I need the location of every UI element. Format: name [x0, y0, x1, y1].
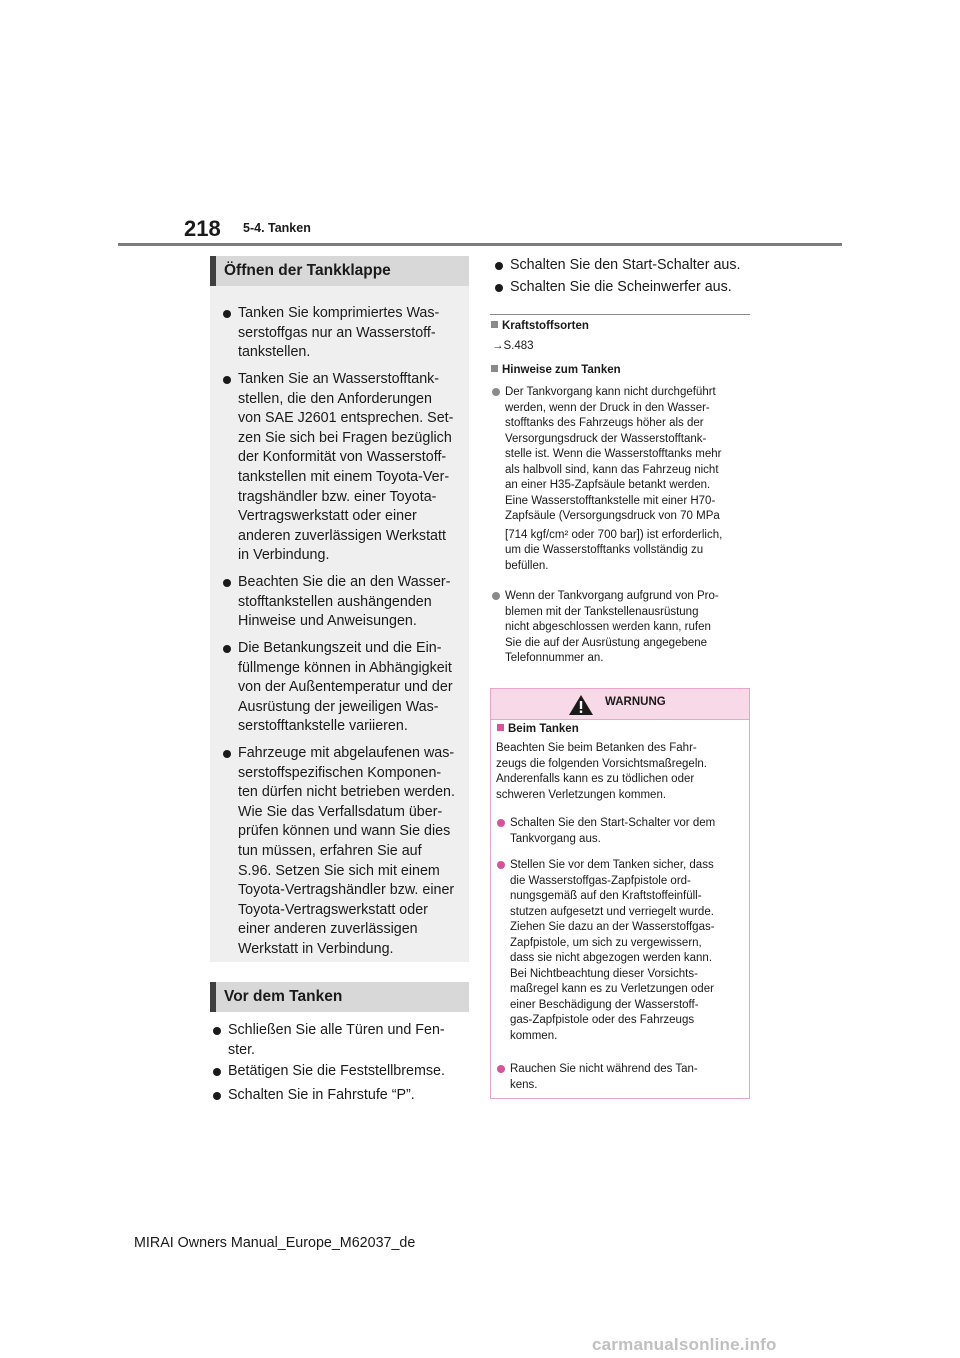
warning-triangle-icon: [568, 694, 594, 721]
list-item: Beachten Sie die an den Wasser- stofftankstellen aushängenden Hinweise und Anweisungen.: [238, 573, 450, 632]
warning-label: WARNUNG: [605, 696, 666, 708]
bullet-icon: [497, 819, 505, 827]
list-item: Tanken Sie komprimiertes Was- serstoffgas nur an Wasserstoff- tankstellen.: [238, 304, 439, 363]
bullet-icon: [497, 861, 505, 869]
warning-heading: Beim Tanken: [497, 722, 579, 738]
page-reference: →S.483: [492, 340, 534, 352]
bullet-icon: [497, 1065, 505, 1073]
list-item: Schalten Sie in Fahrstufe “P”.: [228, 1086, 415, 1106]
bullet-icon: [213, 1068, 221, 1076]
bullet-icon: [492, 592, 500, 600]
note-item: Wenn der Tankvorgang aufgrund von Pro- blemen mit der Tankstellenausrüstung nicht abgeschlossen werden kann, rufen Sie die auf der Ausrüstung angegebene Telefonnummer an.: [505, 589, 719, 667]
bullet-icon: [223, 645, 231, 653]
list-item: Schalten Sie die Scheinwerfer aus.: [510, 278, 732, 298]
bullet-icon: [492, 388, 500, 396]
bullet-icon: [495, 262, 503, 270]
bullet-icon: [223, 310, 231, 318]
note-item: Der Tankvorgang kann nicht durchgeführt werden, wenn der Druck in den Wasser- stofftanks des Fahrzeugs höher als der Versorgungsdruck der Wasserstofftank- stelle ist. Wenn die Wasserstofftanks mehr als halbvoll sind, kann das Fahrzeug nicht an einer H35-Zapfsäule betankt werden. Eine Wasserstofftankstelle mit einer H70- Zapfsäule (Versorgungsdruck von 70 MPa [714 kgf/cm² oder 700 bar]) ist erforderlich, um die Wasserstofftanks vollständig zu befüllen.: [505, 385, 722, 574]
divider: [490, 314, 750, 315]
square-bullet-icon: [491, 321, 498, 328]
section-title: 5-4. Tanken: [243, 221, 311, 235]
refuel-notes-heading: Hinweise zum Tanken: [491, 363, 621, 379]
bullet-icon: [213, 1027, 221, 1035]
list-item: Fahrzeuge mit abgelaufenen was- serstoffspezifischen Komponen- ten dürfen nicht betrieben werden. Wie Sie das Verfallsdatum über- prüfen können und wann Sie dies tun müssen, erfahren Sie auf S.96. Setzen Sie sich mit einem Toyota-Vertragshändler bzw. einer Toyota-Vertragswerkstatt oder einer anderen zuverlässigen Werkstatt in Verbindung.: [238, 744, 455, 960]
square-bullet-icon: [497, 724, 504, 731]
list-item: Schalten Sie den Start-Schalter aus.: [510, 256, 740, 276]
footer: MIRAI Owners Manual_Europe_M62037_de: [134, 1235, 416, 1251]
warning-item: Schalten Sie den Start-Schalter vor dem Tankvorgang aus.: [510, 816, 715, 847]
list-item: Schließen Sie alle Türen und Fen- ster.: [228, 1021, 445, 1060]
bullet-icon: [223, 376, 231, 384]
square-bullet-icon: [491, 365, 498, 372]
list-item: Die Betankungszeit und die Ein- füllmenge können in Abhängigkeit von der Außentemperatur und der Ausrüstung der jeweiligen Was- serstofftankstelle variieren.: [238, 639, 453, 737]
bullet-icon: [223, 750, 231, 758]
fuel-types-heading: Kraftstoffsorten: [491, 319, 589, 335]
heading-open-fuel-door: Öffnen der Tankklappe: [210, 256, 469, 286]
header-rule: [118, 243, 842, 246]
watermark-link[interactable]: carmanualsonline.info: [592, 1335, 777, 1354]
list-item: Tanken Sie an Wasserstofftank- stellen, die den Anforderungen von SAE J2601 entsprechen. Set- zen Sie sich bei Fragen bezüglich der Konformität von Wasserstoff- tankstellen mit einem Toyota-Ver- tragshändler bzw. einer Toyota- Vertragswerkstatt oder einer anderen zuverlässigen Werkstatt in Verbindung.: [238, 370, 453, 566]
warning-intro: Beachten Sie beim Betanken des Fahr- zeugs die folgenden Vorsichtsmaßregeln. Anderenfalls kann es zu tödlichen oder schweren Verletzungen kommen.: [496, 742, 707, 801]
bullet-icon: [213, 1092, 221, 1100]
list-item: Betätigen Sie die Feststellbremse.: [228, 1062, 445, 1082]
page-number: 218: [184, 216, 221, 241]
heading-before-refuel: Vor dem Tanken: [210, 982, 469, 1012]
bullet-icon: [223, 579, 231, 587]
bullet-icon: [495, 284, 503, 292]
warning-item: Stellen Sie vor dem Tanken sicher, dass die Wasserstoffgas-Zapfpistole ord- nungsgemäß auf den Kraftstoffeinfüll- stutzen aufgesetzt und verriegelt wurde. Ziehen Sie dazu an der Wasserstoffgas- Zapfpistole, um sich zu vergewissern, dass sie nicht abgezogen werden kann. Bei Nichtbeachtung dieser Vorsichts- maßregel kann es zu Verletzungen oder einer Beschädigung der Wasserstoff- gas-Zapfpistole oder des Fahrzeugs kommen.: [510, 858, 715, 1044]
warning-item: Rauchen Sie nicht während des Tan- kens.: [510, 1062, 698, 1093]
